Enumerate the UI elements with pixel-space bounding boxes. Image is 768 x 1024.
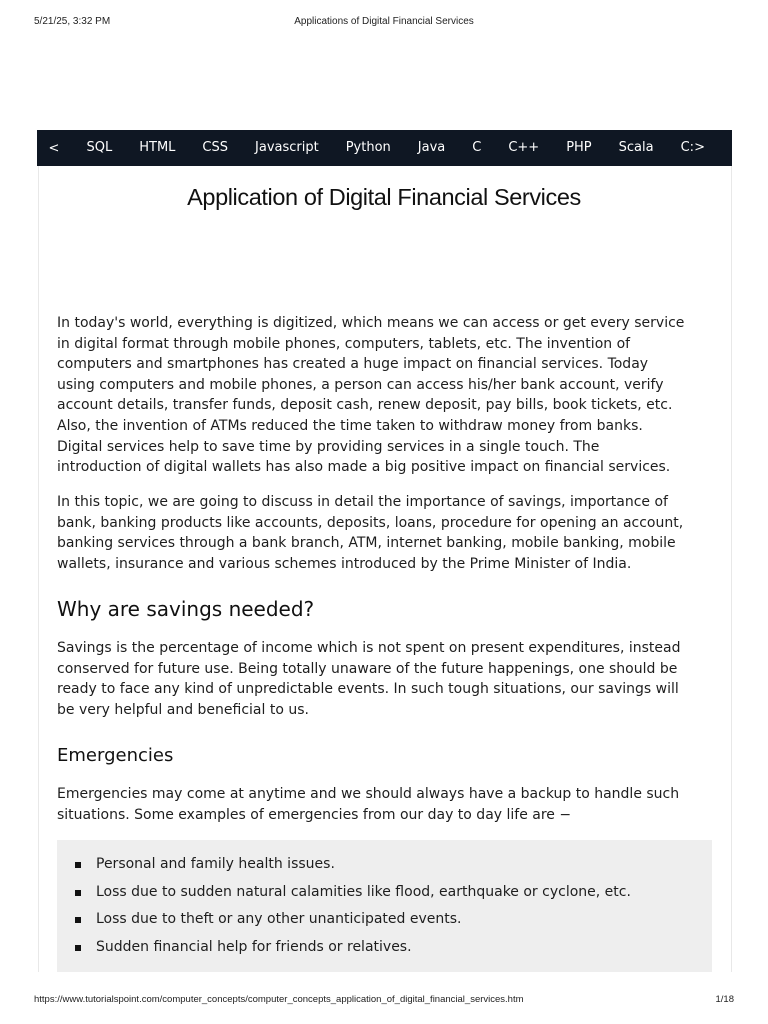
intro-paragraph-2: In this topic, we are going to discuss in detail the importance of savings, importance of bank, banking products like accounts, deposits, loans, procedure for opening an account, banking services through a bank branch, ATM, internet banking, mobile banking, mobile wallets, insurance and various schemes introduced by the Prime Minister of India. [57, 494, 684, 572]
square-bullet-icon [75, 862, 81, 868]
chevron-left-icon[interactable]: < [48, 140, 60, 156]
heading-emergencies: Emergencies [57, 745, 174, 766]
emergencies-list-box [57, 840, 712, 972]
nav-item-cs[interactable]: C:> [680, 140, 705, 155]
topic-navbar [37, 130, 732, 166]
page-number: 1/18 [715, 994, 734, 1005]
nav-item-html[interactable]: HTML [139, 140, 176, 155]
nav-item-c[interactable]: C [472, 140, 482, 155]
topic-menu [73, 130, 718, 166]
heading-savings: Why are savings needed? [57, 597, 315, 621]
nav-item-css[interactable]: CSS [202, 140, 229, 155]
nav-item-sql[interactable]: SQL [86, 140, 113, 155]
page-title: Application of Digital Financial Services [187, 184, 581, 210]
list-item: Personal and family health issues. [96, 856, 335, 872]
list-item: Sudden financial help for friends or relatives. [96, 939, 412, 955]
nav-item-java[interactable]: Java [417, 140, 446, 155]
print-timestamp: 5/21/25, 3:32 PM [34, 16, 111, 27]
nav-item-scala[interactable]: Scala [618, 140, 654, 155]
square-bullet-icon [75, 945, 81, 951]
square-bullet-icon [75, 917, 81, 923]
print-title: Applications of Digital Financial Services [294, 16, 474, 27]
print-url: https://www.tutorialspoint.com/computer_concepts/computer_concepts_application_of_digital_financial_services.htm [34, 994, 524, 1005]
intro-paragraph-1: In today's world, everything is digitized, which means we can access or get every service in digital format through mobile phones, computers, tablets, etc. The invention of computers and smartphones has created a huge impact on financial services. Today using computers and mobile phones, a person can access his/her bank account, verify account details, transfer funds, deposit cash, renew deposit, pay bills, book tickets, etc. Also, the invention of ATMs reduced the time taken to withdraw money from banks. Digital services help to save time by providing services in a single touch. The introduction of digital wallets has also made a big positive impact on financial services. [57, 315, 685, 476]
list-item: Loss due to sudden natural calamities like flood, earthquake or cyclone, etc. [96, 884, 631, 900]
nav-item-python[interactable]: Python [345, 140, 391, 155]
nav-item-php[interactable]: PHP [566, 140, 592, 155]
list-item: Loss due to theft or any other unanticipated events. [96, 911, 461, 927]
square-bullet-icon [75, 890, 81, 896]
savings-paragraph: Savings is the percentage of income which is not spent on present expenditures, instead conserved for future use. Being totally unaware of the future happenings, one should be ready to face any kind of unpredictable events. In such tough situations, our savings will be very helpful and beneficial to us. [57, 640, 681, 718]
print-footer [0, 994, 768, 1008]
emergencies-paragraph: Emergencies may come at anytime and we should always have a backup to handle such situations. Some examples of emergencies from our day to day life are − [57, 786, 680, 823]
print-header [0, 16, 768, 30]
nav-item-cpp[interactable]: C++ [508, 140, 540, 155]
nav-item-javascript[interactable]: Javascript [255, 140, 319, 155]
